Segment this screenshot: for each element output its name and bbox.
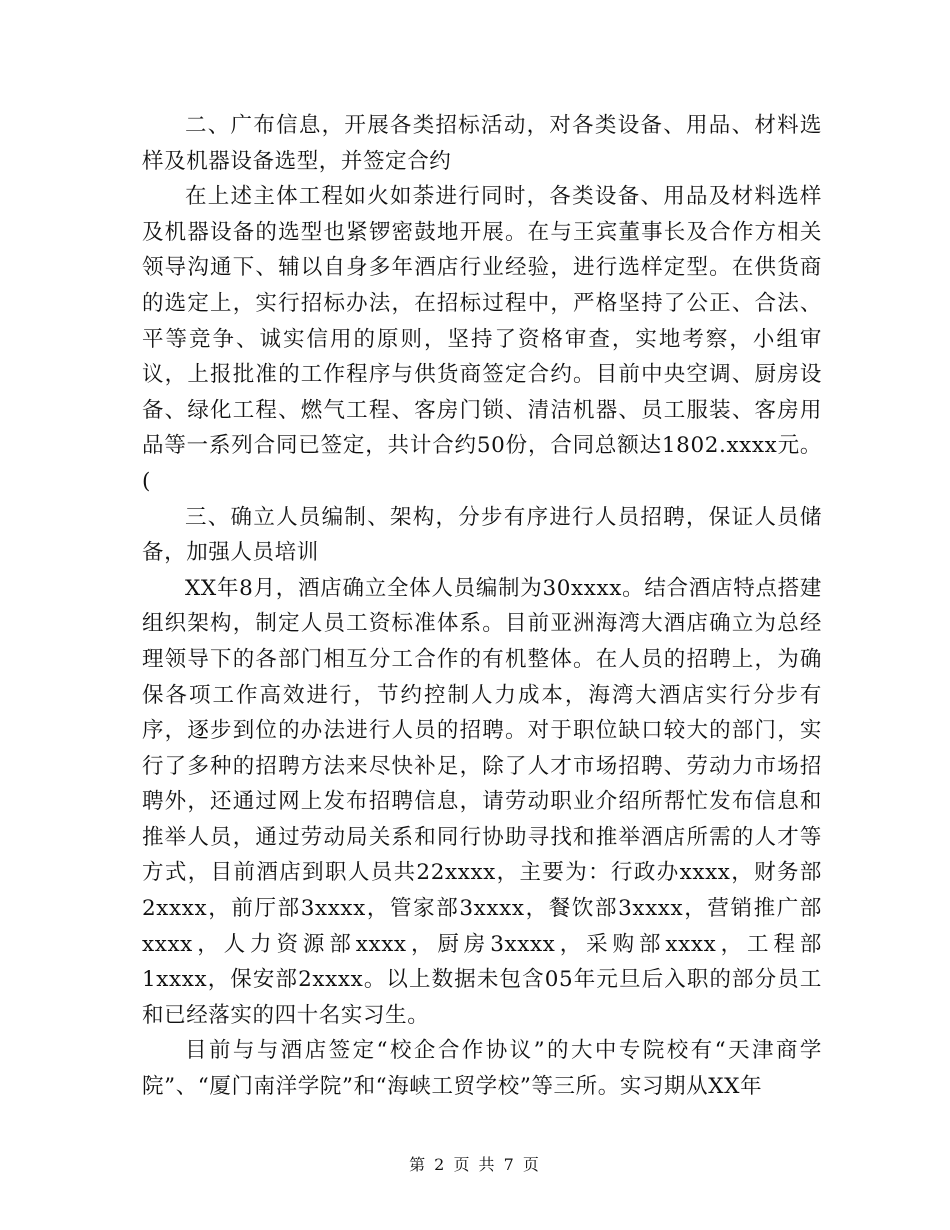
paragraph-staffing: XX年8月，酒店确立全体人员编制为30xxxx。结合酒店特点搭建组织架构，制定人员工资标准体系。目前亚洲海湾大酒店确立为总经理领导下的各部门相互分工合作的有机整体。在人员的招聘上，为确保各项工作高效进行，节约控制人力成本，海湾大酒店实行分步有序，逐步到位的办法进行人员的招聘。对于职位缺口较大的部门，实行了多种的招聘方法来尽快补足，除了人才市场招聘、劳动力市场招聘外，还通过网上发布招聘信息，请劳动职业介绍所帮忙发布信息和推举人员，通过劳动局关系和同行协助寻找和推举酒店所需的人才等方式，目前酒店到职人员共22xxxx，主要为：行政办xxxx，财务部2xxxx，前厅部3xxxx，管家部3xxxx，餐饮部3xxxx，营销推广部xxxx，人力资源部xxxx，厨房3xxxx，采购部xxxx，工程部1xxxx，保安部2xxxx。以上数据未包含05年元旦后入职的部分员工和已经落实的四十名实习生。 <box>142 575 822 1028</box>
page-number-footer: 第 2 页 共 7 页 <box>409 1155 541 1174</box>
paragraph-equipment-bidding: 在上述主体工程如火如荼进行同时，各类设备、用品及材料选样及机器设备的选型也紧锣密鼓地开展。在与王宾董事长及合作方相关领导沟通下、辅以自身多年酒店行业经验，进行选样定型。在供货商的选定上，实行招标办法，在招标过程中，严格坚持了公正、合法、平等竞争、诚实信用的原则，坚持了资格审查，实地考察，小组审议，上报批准的工作程序与供货商签定合约。目前中央空调、厨房设备、绿化工程、燃气工程、客房门锁、清洁机器、员工服装、客房用品等一系列合同已签定，共计合约50份，合同总额达1802.xxxx元。( <box>142 184 822 494</box>
section-heading-2: 二、广布信息，开展各类招标活动，对各类设备、用品、材料选样及机器设备选型，并签定合约 <box>142 113 822 174</box>
document-body <box>142 108 822 1105</box>
paragraph-school-cooperation: 目前与与酒店签定“校企合作协议”的大中专院校有“天津商学院”、“厦门南洋学院”和“海峡工贸学校”等三所。实习期从XX年 <box>142 1038 822 1100</box>
section-heading-3: 三、确立人员编制、架构，分步有序进行人员招聘，保证人员储备，加强人员培训 <box>142 504 822 566</box>
